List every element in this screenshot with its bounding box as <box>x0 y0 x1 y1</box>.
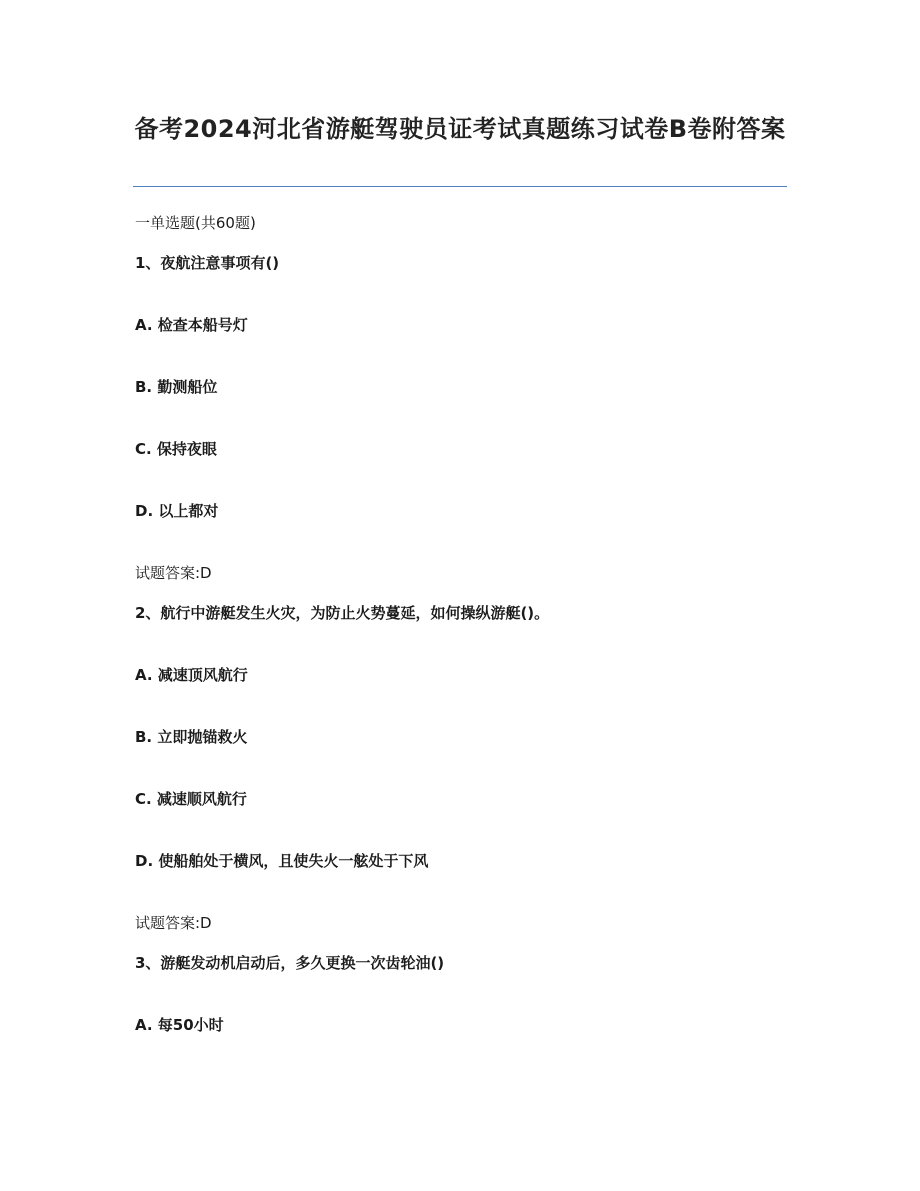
question-1-option-c: C. 保持夜眼 <box>135 440 217 458</box>
question-2-answer: 试题答案:D <box>135 914 212 932</box>
question-2-option-b: B. 立即抛锚救火 <box>135 728 248 746</box>
question-2-option-c: C. 减速顺风航行 <box>135 790 247 808</box>
question-1-text: 1、夜航注意事项有() <box>135 254 280 272</box>
question-1-answer: 试题答案:D <box>135 564 212 582</box>
question-1-option-a: A. 检查本船号灯 <box>135 316 248 334</box>
question-3-option-a: A. 每50小时 <box>135 1016 224 1034</box>
question-2-option-a: A. 减速顶风航行 <box>135 666 248 684</box>
document-title: 备考2024河北省游艇驾驶员证考试真题练习试卷B卷附答案 <box>134 115 786 143</box>
question-3-text: 3、游艇发动机启动后，多久更换一次齿轮油() <box>135 954 445 972</box>
title-divider <box>133 186 787 187</box>
question-2-text: 2、航行中游艇发生火灾，为防止火势蔓延，如何操纵游艇()。 <box>135 604 550 622</box>
question-2-option-d: D. 使船舶处于横风，且使失火一舷处于下风 <box>135 852 429 870</box>
question-1-option-d: D. 以上都对 <box>135 502 219 520</box>
section-heading: 一单选题(共60题) <box>135 214 256 232</box>
question-1-option-b: B. 勤测船位 <box>135 378 218 396</box>
